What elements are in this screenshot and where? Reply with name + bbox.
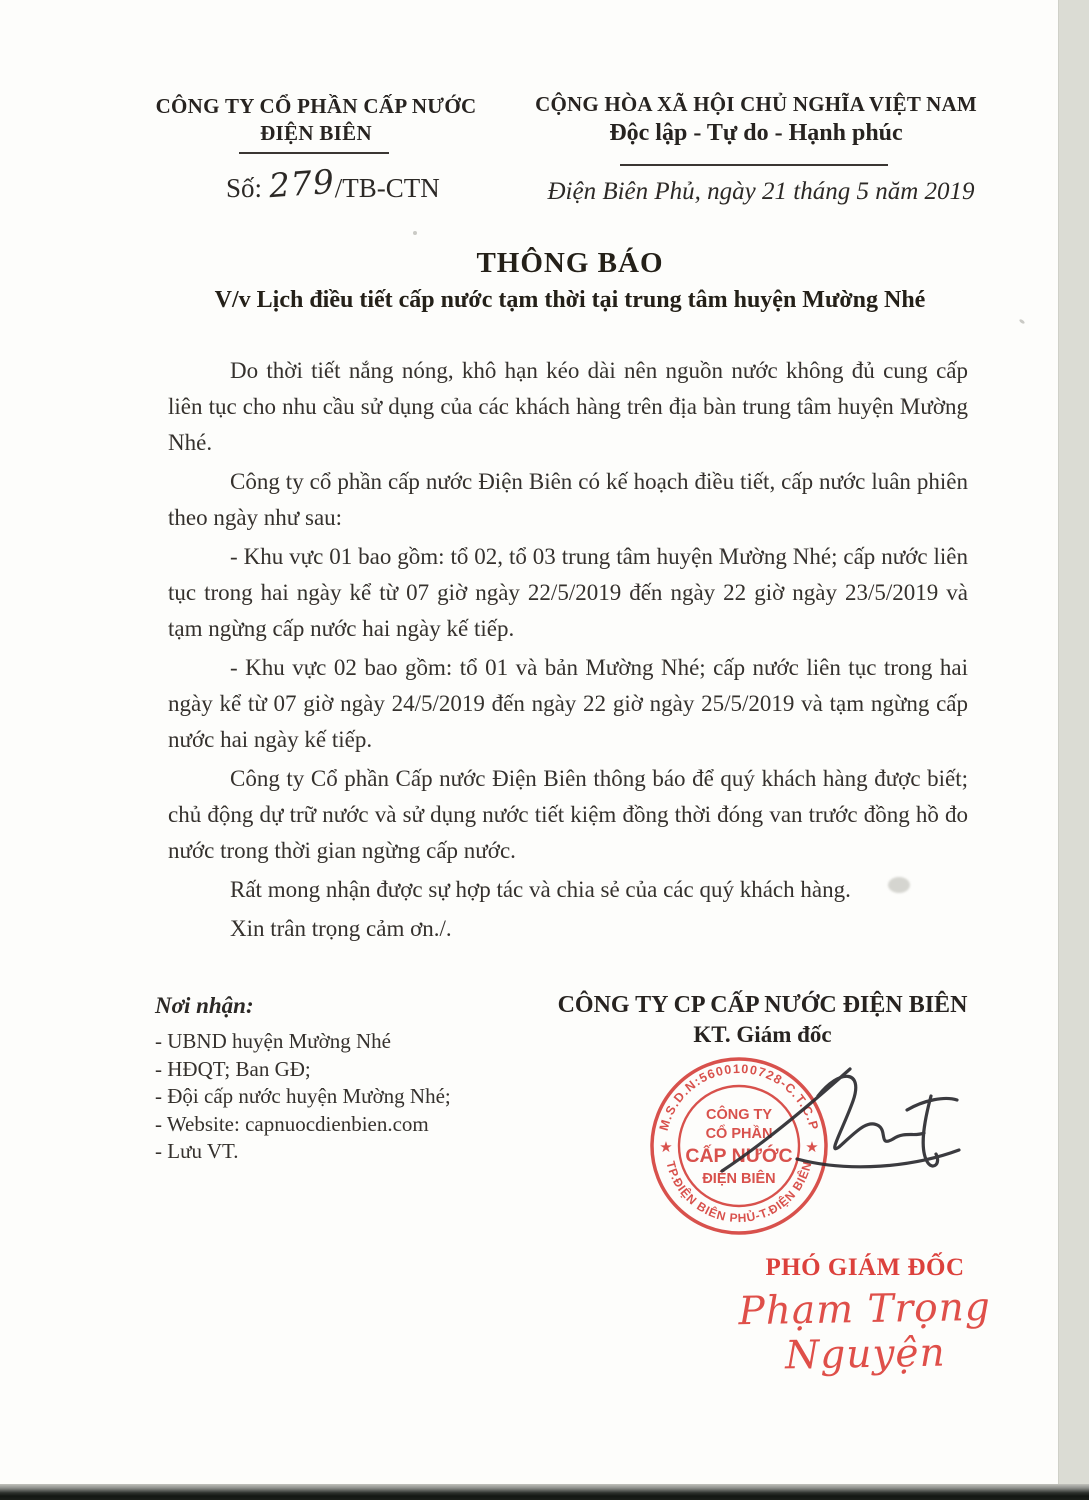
- body-paragraph: Xin trân trọng cảm ơn./.: [230, 916, 452, 941]
- national-header: [530, 92, 982, 147]
- body-paragraph: Công ty Cổ phần Cấp nước Điện Biên thông báo để quý khách hàng được biết; chủ động dự trữ nước và sử dụng nước tiết kiệm đồng thời đóng van trước đồng hồ đo nước trong thời gian ngừng cấp nước.: [168, 766, 968, 863]
- stamp-center-line1: CÔNG TY: [705, 1107, 773, 1123]
- scan-speck: [413, 231, 417, 235]
- issuer-block: [146, 93, 486, 147]
- issuer-name-line2: ĐIỆN BIÊN: [260, 121, 372, 145]
- national-motto-line: Độc lập - Tự do - Hạnh phúc: [609, 120, 903, 146]
- scan-edge-right: [1058, 0, 1089, 1488]
- recipients-label: Nơi nhận:: [155, 993, 254, 1018]
- recipient-item: - Lưu VT.: [155, 1139, 239, 1163]
- recipients-list: [155, 1028, 495, 1166]
- signer-name: Phạm Trọng Nguyện: [738, 1284, 992, 1379]
- signing-company: CÔNG TY CP CẤP NƯỚC ĐIỆN BIÊN: [557, 992, 968, 1018]
- scan-edge-bottom: [0, 1484, 1089, 1500]
- recipient-item: - Website: capnuocdienbien.com: [155, 1111, 429, 1136]
- document-number-suffix: /TB-CTN: [334, 173, 440, 203]
- recipients-block: [155, 993, 495, 1166]
- signing-authority: KT. Giám đốc: [693, 1022, 832, 1047]
- stamp-star-right-icon: ★: [805, 1140, 819, 1156]
- issuer-underline: [239, 152, 389, 154]
- document-number: [226, 161, 440, 206]
- stamp-center-line4: ĐIỆN BIÊN: [702, 1171, 776, 1187]
- recipient-item: - Đội cấp nước huyện Mường Nhé;: [155, 1084, 451, 1108]
- document-title: THÔNG BÁO: [476, 247, 664, 279]
- signer-position: PHÓ GIÁM ĐỐC: [765, 1254, 965, 1281]
- national-name-line: CỘNG HÒA XÃ HỘI CHỦ NGHĨA VIỆT NAM: [535, 92, 977, 116]
- handwritten-signature: [700, 1066, 980, 1191]
- body-paragraph: Công ty cổ phần cấp nước Điện Biên có kế hoạch điều tiết, cấp nước luân phiên theo ngày như sau:: [168, 469, 968, 530]
- motto-underline: [620, 164, 888, 166]
- recipient-item: - HĐQT; Ban GĐ;: [155, 1056, 311, 1081]
- signature-flourish: [818, 1076, 924, 1148]
- stamp-star-left-icon: ★: [659, 1140, 673, 1156]
- document-number-handwritten: 279: [267, 161, 336, 206]
- stamp-ring-text-top: M.S.D.N:5600100728-C.T.C.P: [656, 1061, 822, 1133]
- issuer-name-line1: CÔNG TY CỔ PHẦN CẤP NƯỚC: [155, 94, 477, 118]
- stamp-center-line3: CẤP NƯỚC: [685, 1145, 793, 1167]
- signature-t-stem: [923, 1096, 937, 1166]
- signature-t-cross: [907, 1098, 957, 1110]
- body-paragraph: Do thời tiết nắng nóng, khô hạn kéo dài nên nguồn nước không đủ cung cấp liên tục cho nhu cầu sử dụng của các khách hàng trên địa bàn trung tâm huyện Mường Nhé.: [168, 358, 968, 455]
- body-paragraph: - Khu vực 01 bao gồm: tổ 02, tổ 03 trung tâm huyện Mường Nhé; cấp nước liên tục trong hai ngày kể từ 07 giờ ngày 22/5/2019 đến ngày 22 giờ ngày 23/5/2019 và tạm ngừng cấp nước hai ngày kế tiếp.: [168, 544, 968, 641]
- stamp-ring-text-bottom: TP.ĐIỆN BIÊN PHỦ-T.ĐIỆN BIÊN: [663, 1159, 815, 1226]
- body-paragraph: Rất mong nhận được sự hợp tác và chia sẻ của các quý khách hàng.: [230, 877, 851, 902]
- document-subject: V/v Lịch điều tiết cấp nước tạm thời tại trung tâm huyện Mường Nhé: [214, 287, 926, 313]
- recipient-item: - UBND huyện Mường Nhé: [155, 1029, 391, 1053]
- scan-smudge: [888, 877, 910, 893]
- document-number-label: Số:: [226, 173, 263, 203]
- place-date-line: Điện Biên Phủ, ngày 21 tháng 5 năm 2019: [547, 178, 975, 205]
- document-body: [168, 353, 968, 950]
- scan-speck: [1019, 319, 1026, 325]
- stamp-center-line2: CỔ PHẦN: [705, 1126, 773, 1142]
- body-paragraph: - Khu vực 02 bao gồm: tổ 01 và bản Mường Nhé; cấp nước liên tục trong hai ngày kể từ 07 giờ ngày 24/5/2019 đến ngày 22 giờ ngày 25/5/2019 và tạm ngừng cấp nước hai ngày kế tiếp.: [168, 655, 968, 752]
